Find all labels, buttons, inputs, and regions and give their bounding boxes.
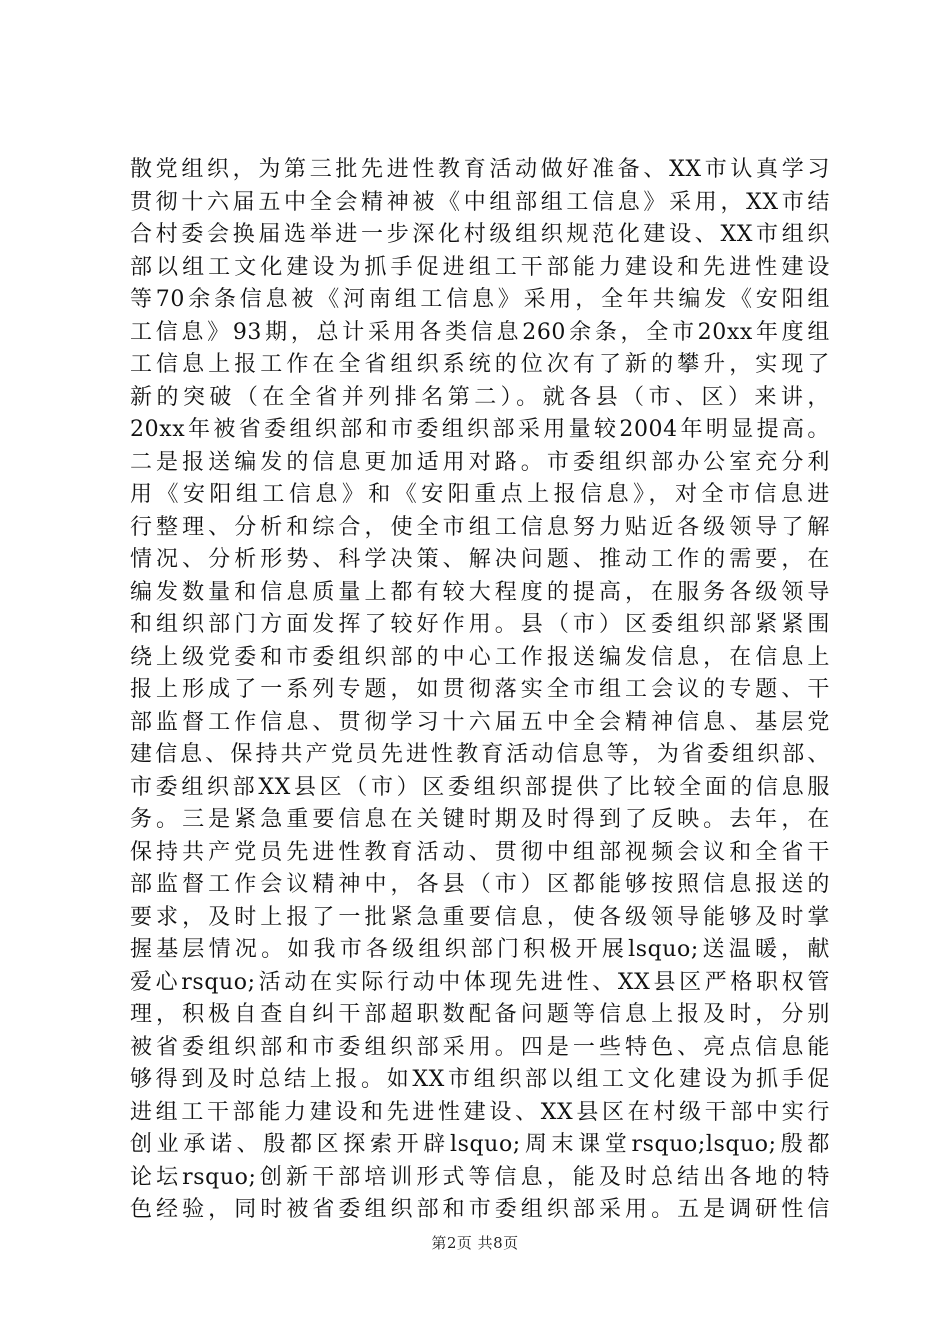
text-line: 进组工干部能力建设和先进性建设、XX县区在村级干部中实行 [130,1099,830,1125]
text-line: 部监督工作会议精神中，各县（市）区都能够按照信息报送的 [130,872,830,897]
body-text [130,154,830,1227]
text-line: 理，积极自查自纠干部超职数配备问题等信息上报及时，分别 [130,1002,830,1027]
text-line: 行整理、分析和综合，使全市组工信息努力贴近各级领导了解 [130,514,830,540]
text-line: 二是报送编发的信息更加适用对路。市委组织部办公室充分利 [130,449,830,475]
text-line: 部监督工作信息、贯彻学习十六届五中全会精神信息、基层党 [130,709,830,735]
text-line: 保持共产党员先进性教育活动、贯彻中组部视频会议和全省干 [130,839,830,865]
text-line: 等70余条信息被《河南组工信息》采用，全年共编发《安阳组 [130,287,830,312]
text-line: 和组织部门方面发挥了较好作用。县（市）区委组织部紧紧围 [130,612,830,637]
text-line: 被省委组织部和市委组织部采用。四是一些特色、亮点信息能 [130,1034,830,1060]
text-line: 部以组工文化建设为抓手促进组工干部能力建设和先进性建设 [130,254,830,280]
text-line: 编发数量和信息质量上都有较大程度的提高，在服务各级领导 [130,579,830,605]
text-line: 贯彻十六届五中全会精神被《中组部组工信息》采用，XX市结 [130,189,830,215]
text-line: 绕上级党委和市委组织部的中心工作报送编发信息，在信息上 [130,644,830,670]
text-line: 爱心rsquo;活动在实际行动中体现先进性、XX县区严格职权管 [130,969,830,995]
text-line: 散党组织，为第三批先进性教育活动做好准备、XX市认真学习 [130,157,830,182]
text-line: 要求，及时上报了一批紧急重要信息，使各级领导能够及时掌 [130,904,830,930]
text-line: 20xx年被省委组织部和市委组织部采用量较2004年明显提高。 [130,417,830,442]
text-line: 务。三是紧急重要信息在关键时期及时得到了反映。去年，在 [130,807,830,832]
text-line: 新的突破（在全省并列排名第二）。就各县（市、区）来讲， [130,384,830,410]
page-footer: 第2页 共8页 [431,1234,519,1252]
text-line: 情况、分析形势、科学决策、解决问题、推动工作的需要，在 [130,547,830,572]
text-line: 用《安阳组工信息》和《安阳重点上报信息》，对全市信息进 [130,482,830,507]
text-line: 工信息上报工作在全省组织系统的位次有了新的攀升，实现了 [130,352,830,377]
text-line: 合村委会换届选举进一步深化村级组织规范化建设、XX市组织 [130,222,830,247]
text-line: 创业承诺、殷都区探索开辟lsquo;周末课堂rsquo;lsquo;殷都 [130,1132,830,1157]
text-line: 报上形成了一系列专题，如贯彻落实全市组工会议的专题、干 [130,677,830,702]
text-line: 工信息》93期，总计采用各类信息260余条，全市20xx年度组 [130,319,830,345]
text-line: 够得到及时总结上报。如XX市组织部以组工文化建设为抓手促 [130,1067,830,1092]
text-line: 论坛rsquo;创新干部培训形式等信息，能及时总结出各地的特 [130,1164,830,1190]
text-line: 建信息、保持共产党员先进性教育活动信息等，为省委组织部、 [130,742,830,767]
text-line: 市委组织部XX县区（市）区委组织部提供了比较全面的信息服 [130,774,830,800]
text-line: 握基层情况。如我市各级组织部门积极开展lsquo;送温暖，献 [130,937,830,962]
text-line: 色经验，同时被省委组织部和市委组织部采用。五是调研性信 [130,1197,830,1222]
